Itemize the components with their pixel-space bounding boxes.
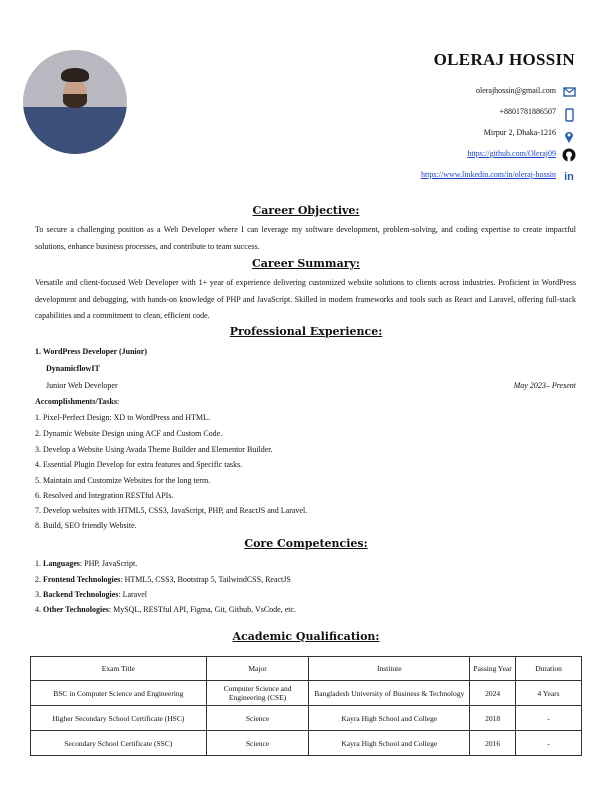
cell: - xyxy=(516,706,582,731)
task-item: 7. Develop websites with HTML5, CSS3, JavaScript, PHP, and ReactJS and Laravel. xyxy=(35,506,308,515)
address-text: Mirpur 2, Dhaka-1216 xyxy=(483,128,556,137)
competency-item: 4. Other Technologies: MySQL, RESTful API, Figma, Git, Github, VsCode, etc. xyxy=(35,605,297,614)
cell: Science xyxy=(206,731,309,756)
candidate-name: OLERAJ HOSSIN xyxy=(433,50,575,69)
cell: 2018 xyxy=(470,706,516,731)
header-exam-title: Exam Title xyxy=(31,657,207,681)
location-icon xyxy=(562,129,576,143)
competency-item: 2. Frontend Technologies: HTML5, CSS3, Bootstrap 5, TailwindCSS, ReactJS xyxy=(35,575,291,584)
linkedin-icon: in xyxy=(564,171,574,183)
cell: BSC in Computer Science and Engineering xyxy=(31,681,207,706)
header-major: Major xyxy=(206,657,309,681)
table-row xyxy=(31,681,582,706)
cell: Kayra High School and College xyxy=(309,706,470,731)
task-item: 1. Pixel-Perfect Design: XD to WordPress and HTML. xyxy=(35,413,210,422)
cell: Bangladesh University of Business & Technology xyxy=(309,681,470,706)
cell: 2016 xyxy=(470,731,516,756)
job-role: Junior Web Developer xyxy=(46,381,118,390)
tasks-label-text: Accomplishments/Tasks xyxy=(35,397,117,406)
cell: 4 Years xyxy=(516,681,582,706)
career-objective-heading: Career Objective: xyxy=(252,204,360,217)
phone-text: +8801781886507 xyxy=(499,107,556,116)
mail-icon xyxy=(562,85,576,99)
table-row xyxy=(31,731,582,756)
competencies-heading: Core Competencies: xyxy=(244,537,368,550)
task-item: 2. Dynamic Website Design using ACF and Custom Code. xyxy=(35,429,223,438)
linkedin-link[interactable]: https://www.linkedin.com/in/oleraj-hossin xyxy=(420,170,556,179)
competency-item: 3. Backend Technologies: Laravel xyxy=(35,590,148,599)
cell: Secondary School Certificate (SSC) xyxy=(31,731,207,756)
github-icon xyxy=(562,148,576,162)
job-title: 1. WordPress Developer (Junior) xyxy=(35,347,147,356)
company-name: DynamicflowIT xyxy=(46,364,100,373)
github-link[interactable]: https://github.com/Oleraj09 xyxy=(467,149,556,158)
task-item: 6. Resolved and Integration RESTful APIs. xyxy=(35,491,174,500)
experience-heading: Professional Experience: xyxy=(229,325,383,338)
tasks-label: Accomplishments/Tasks: xyxy=(35,397,120,406)
email-text: olerajhossin@gmail.com xyxy=(475,86,556,95)
header-duration: Duration xyxy=(516,657,582,681)
academic-heading: Academic Qualification: xyxy=(232,630,380,643)
career-summary-heading: Career Summary: xyxy=(252,257,360,270)
task-item: 3. Develop a Website Using Avada Theme Builder and Elementor Builder. xyxy=(35,445,273,454)
competency-item: 1. Languages: PHP, JavaScript. xyxy=(35,559,138,568)
academic-table xyxy=(30,656,582,756)
cell: Science xyxy=(206,706,309,731)
cell: 2024 xyxy=(470,681,516,706)
table-row xyxy=(31,706,582,731)
phone-icon xyxy=(562,108,576,122)
header-institute: Institute xyxy=(309,657,470,681)
career-objective-text: To secure a challenging position as a Web Developer where I can leverage my software development, problem-solving, and coding expertise to create impactful solutions, enhance business processes, and contribute to team success. xyxy=(35,225,576,251)
task-item: 8. Build, SEO friendly Website. xyxy=(35,521,137,530)
cell: Kayra High School and College xyxy=(309,731,470,756)
cell: Computer Science and Engineering (CSE) xyxy=(206,681,309,706)
cell: Higher Secondary School Certificate (HSC) xyxy=(31,706,207,731)
profile-photo xyxy=(23,50,127,154)
table-header-row xyxy=(31,657,582,681)
header-passing-year: Passing Year xyxy=(470,657,516,681)
job-dates: May 2023– Present xyxy=(513,381,576,390)
task-item: 5. Maintain and Customize Websites for the long term. xyxy=(35,476,211,485)
cell: - xyxy=(516,731,582,756)
task-item: 4. Essential Plugin Develop for extra features and Specific tasks. xyxy=(35,460,243,469)
career-summary-text: Versatile and client-focused Web Developer with 1+ year of experience delivering customized website solutions to clients across industries. Proficient in WordPress development and debugging, with hands-on knowledge of PHP and JavaScript. Skilled in modern frameworks and tools such as React and Laravel, offering full-stack capabilities and a commitment to clean, efficient code. xyxy=(35,278,576,320)
